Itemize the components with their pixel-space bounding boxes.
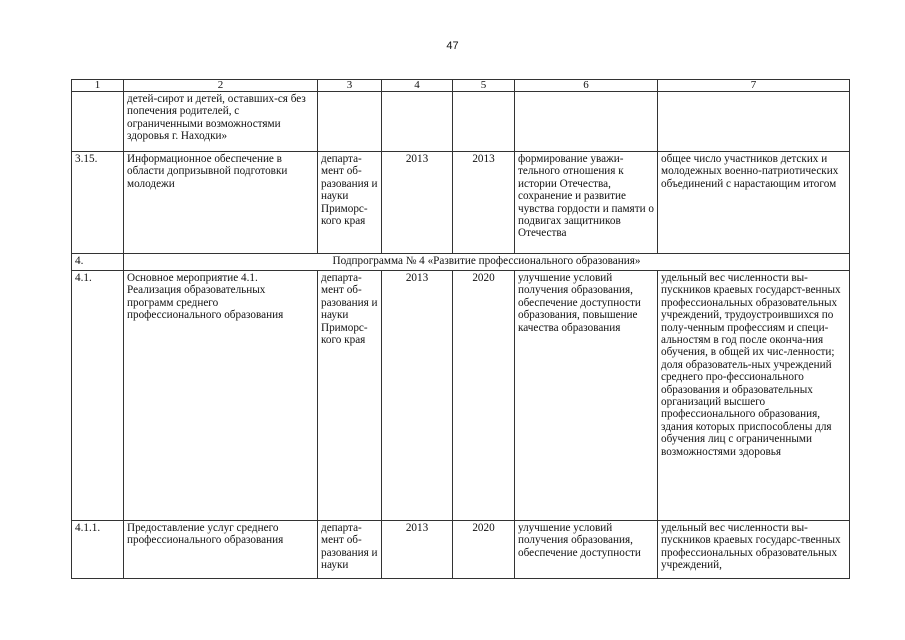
- table-row: [72, 521, 850, 579]
- table-row: [72, 152, 850, 254]
- start-year: [382, 92, 453, 152]
- section-title: Подпрограмма № 4 «Развитие профессионального образования»: [124, 254, 850, 271]
- program-table: [71, 79, 850, 579]
- header-col-4: 4: [382, 80, 453, 92]
- executor: департа-мент об-разования и науки: [318, 521, 382, 579]
- executor: департа-мент об-разования и науки Приморс-кого края: [318, 271, 382, 521]
- expected-result: улучшение условий получения образования, обеспечение доступности образования, повышение качества образования: [515, 271, 658, 521]
- indicator: [658, 92, 850, 152]
- header-col-1: 1: [72, 80, 124, 92]
- header-col-3: 3: [318, 80, 382, 92]
- activity-name: детей-сирот и детей, оставших-ся без попечения родителей, с ограниченными возможностями здоровья г. Находки»: [124, 92, 318, 152]
- indicator: удельный вес численности вы-пускников краевых государст-венных профессиональных образовательных учреждений, трудоустроившихся по полу-ченным профессиям и специ-альностям в год после оконча-ния обучения, в общей их чис-ленности; доля образователь-ных учреждений среднего про-фессионального образования и образовательных организаций высшего профессионального образования, здания которых приспособлены для обучения лиц с ограниченными возможностями здоровья: [658, 271, 850, 521]
- header-col-7: 7: [658, 80, 850, 92]
- indicator: общее число участников детских и молодежных военно-патриотических объединений с нарастающим итогом: [658, 152, 850, 254]
- executor: [318, 92, 382, 152]
- table-row: [72, 92, 850, 152]
- section-row: [72, 254, 850, 271]
- start-year: 2013: [382, 271, 453, 521]
- header-col-5: 5: [453, 80, 515, 92]
- end-year: 2020: [453, 521, 515, 579]
- end-year: 2013: [453, 152, 515, 254]
- start-year: 2013: [382, 152, 453, 254]
- section-number: 4.: [72, 254, 124, 271]
- header-col-2: 2: [124, 80, 318, 92]
- row-number: 4.1.: [72, 271, 124, 521]
- header-row: [72, 80, 850, 92]
- activity-name: Информационное обеспечение в области допризывной подготовки молодежи: [124, 152, 318, 254]
- expected-result: формирование уважи-тельного отношения к истории Отечества, сохранение и развитие чувства гордости и памяти о подвигах защитников Отечества: [515, 152, 658, 254]
- executor: департа-мент об-разования и науки Приморс-кого края: [318, 152, 382, 254]
- expected-result: [515, 92, 658, 152]
- end-year: [453, 92, 515, 152]
- row-number: 3.15.: [72, 152, 124, 254]
- start-year: 2013: [382, 521, 453, 579]
- end-year: 2020: [453, 271, 515, 521]
- table-row: [72, 271, 850, 521]
- indicator: удельный вес численности вы-пускников краевых государс-твенных профессиональных образовательных учреждений,: [658, 521, 850, 579]
- row-number: 4.1.1.: [72, 521, 124, 579]
- activity-name: Основное мероприятие 4.1. Реализация образовательных программ среднего профессионального образования: [124, 271, 318, 521]
- page-number: 47: [446, 40, 459, 52]
- activity-name: Предоставление услуг среднего профессионального образования: [124, 521, 318, 579]
- header-col-6: 6: [515, 80, 658, 92]
- row-number: [72, 92, 124, 152]
- expected-result: улучшение условий получения образования, обеспечение доступности: [515, 521, 658, 579]
